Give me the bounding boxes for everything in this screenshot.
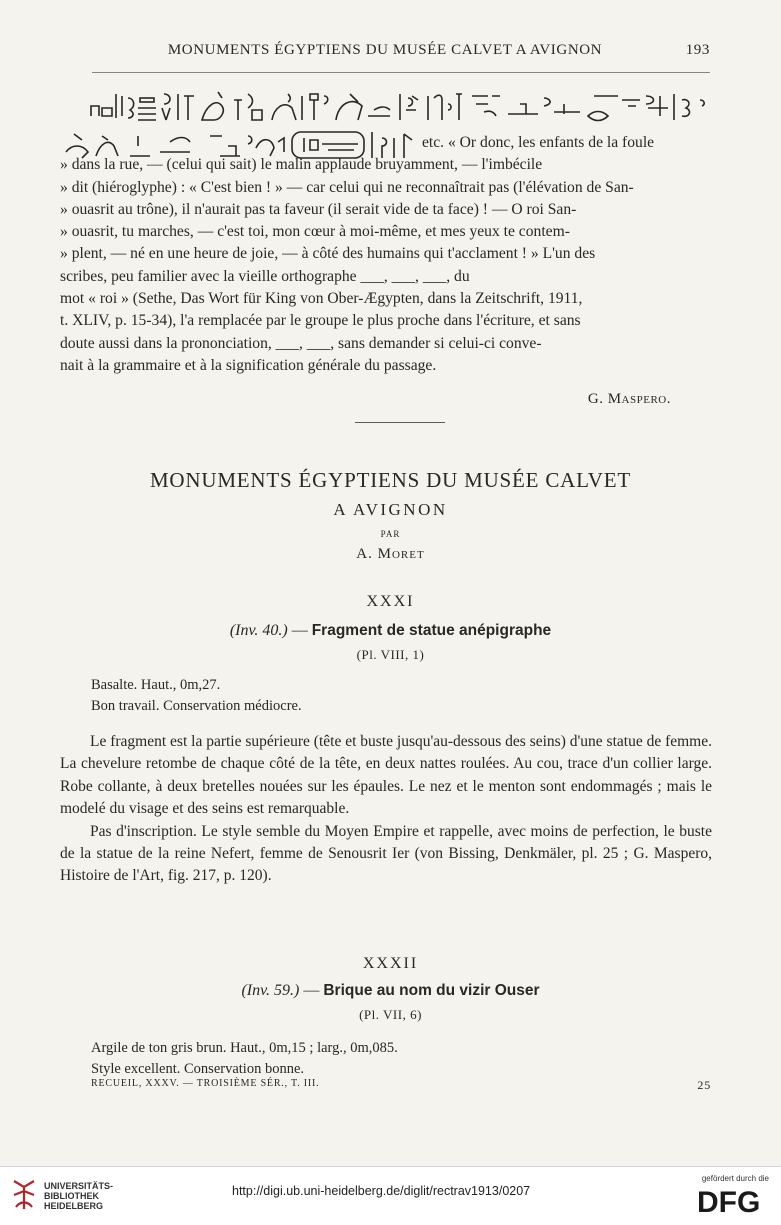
viewer-bottom-bar (0, 1166, 781, 1225)
intro-line: » dit (hiéroglyphe) : « C'est bien ! » — car celui qui ne reconnaîtrait pas (l'élévation de San- (60, 178, 634, 196)
intro-line: scribes, peu familier avec la vieille orthographe ___, ___, ___, du (60, 267, 470, 285)
inventory-ref: (Inv. 59.) (241, 982, 300, 999)
page-number: 193 (685, 42, 710, 58)
meta-line: Style excellent. Conservation bonne. (91, 1061, 305, 1077)
intro-line: nait à la grammaire et à la signification générale du passage. (60, 356, 437, 374)
object-meta (91, 675, 302, 717)
university-library-logo-icon (10, 1177, 38, 1213)
intro-line: » dans la rue, — (celui qui sait) le malin applaude bruyamment, — l'imbécile (60, 156, 543, 174)
article-par: PAR (380, 529, 401, 539)
intro-etc-line: etc. « Or donc, les enfants de la foule (422, 134, 655, 151)
header-rule (92, 72, 710, 73)
object-meta (91, 1038, 398, 1080)
signature: G. Maspero. (587, 391, 671, 407)
section-number: XXXII (362, 955, 419, 972)
intro-line: mot « roi » (Sethe, Das Wort für King von Ober-Ægypten, dans la Zeitschrift, 1911, (60, 290, 583, 308)
library-name-line: UNIVERSITÄTS- (44, 1181, 114, 1191)
inventory-ref: (Inv. 40.) (229, 622, 288, 639)
running-head-title: MONUMENTS ÉGYPTIENS DU MUSÉE CALVET A AVIGNON (167, 42, 603, 58)
article-subtitle: A AVIGNON (333, 500, 448, 519)
plate-ref: (Pl. VIII, 1) (356, 647, 425, 662)
section-heading (0, 622, 781, 640)
section-heading (0, 982, 781, 1000)
intro-line: » ouasrit au trône), il n'aurait pas ta faveur (il serait vide de ta face) ! — O roi San- (60, 200, 577, 218)
paragraph: Le fragment est la partie supérieure (tête et buste jusqu'au-dessous des seins) d'une statue de femme. La chevelure retombe de chaque côté de la tête, en deux nattes roulées. Au cou, trace d'un collier large. Robe collante, à deux bretelles nouées sur les épaules. Le nez et le menton sont endommagés ; mais le modelé du visage et des seins est remarquable. (60, 733, 712, 818)
dfg-logo-text: DFG (697, 1186, 761, 1216)
article-author: A. Moret (356, 546, 425, 562)
library-name-line: HEIDELBERG (44, 1201, 104, 1211)
library-name-line: BIBLIOTHEK (44, 1191, 99, 1201)
meta-line: Bon travail. Conservation médiocre. (91, 698, 302, 714)
heading-title: Brique au nom du vizir Ouser (323, 982, 540, 999)
university-library-name (44, 1181, 113, 1211)
section-separator (355, 422, 445, 423)
footer-signature: RECUEIL, XXXV. — TROISIÈME SÉR., T. III. (91, 1078, 320, 1089)
page-footer (91, 1078, 711, 1092)
section-number: XXXI (366, 593, 415, 610)
footer-sheet-number: 25 (697, 1078, 711, 1092)
funding-note: gefördert durch die (701, 1174, 769, 1183)
heading-dash: — (303, 982, 320, 999)
intro-line: » plent, — né en une heure de joie, — à côté des humains qui t'acclament ! » L'un des (60, 245, 596, 263)
intro-line: » ouasrit, tu marches, — c'est toi, mon cœur à moi-même, et mes yeux te contem- (60, 223, 570, 241)
dfg-logo (695, 1184, 769, 1216)
heading-dash: — (291, 622, 308, 639)
intro-line: doute aussi dans la prononciation, ___, ___, sans demander si celui-ci conve- (60, 334, 542, 352)
permalink-url[interactable]: http://digi.ub.uni-heidelberg.de/diglit/rectrav1913/0207 (232, 1184, 531, 1198)
hieroglyph-line-1 (88, 86, 713, 128)
intro-passage (60, 132, 710, 377)
article-title: MONUMENTS ÉGYPTIENS DU MUSÉE CALVET (149, 468, 632, 492)
paragraph: Pas d'inscription. Le style semble du Moyen Empire et rappelle, avec moins de perfection, le buste de la statue de la reine Nefert, femme de Senousrit Ier (von Bissing, Denkmäler, pl. 25 ; G. Maspero, Histoire de l'Art, fig. 217, p. 120). (60, 822, 712, 885)
section-body (60, 731, 712, 888)
meta-line: Basalte. Haut., 0m,27. (91, 677, 221, 693)
heading-title: Fragment de statue anépigraphe (311, 622, 552, 639)
plate-ref: (Pl. VII, 6) (359, 1007, 422, 1022)
meta-line: Argile de ton gris brun. Haut., 0m,15 ; larg., 0m,085. (91, 1040, 398, 1056)
intro-line: t. XLIV, p. 15-34), l'a remplacée par le groupe le plus proche dans l'écriture, et sans (60, 312, 581, 330)
